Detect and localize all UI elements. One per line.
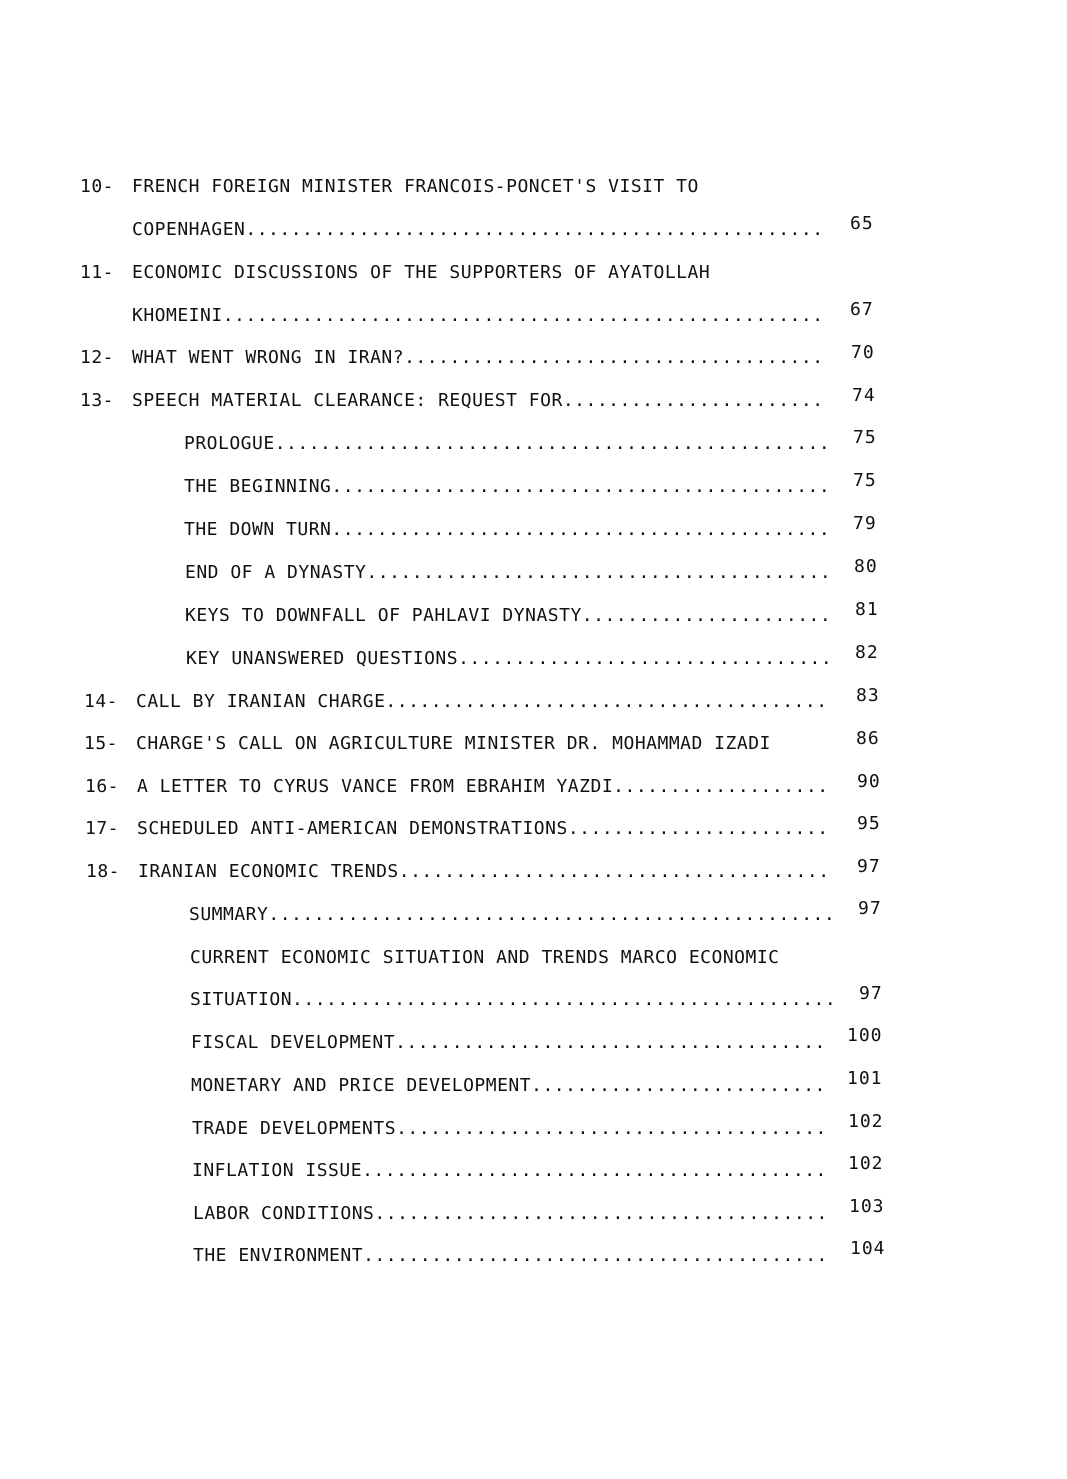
toc-subentry <box>185 601 835 631</box>
toc-entry <box>86 857 838 887</box>
leader-dots: ............................................ <box>331 476 831 497</box>
entry-title: SCHEDULED ANTI-AMERICAN DEMONSTRATIONS <box>137 818 568 839</box>
entry-page: 97 <box>859 983 883 1004</box>
entry-title: CALL BY IRANIAN CHARGE <box>136 691 386 712</box>
leader-dots: ...................................... <box>395 1032 826 1053</box>
leader-dots: .......................... <box>531 1075 826 1096</box>
entry-number: 13- <box>80 390 115 411</box>
entry-page: 80 <box>854 556 878 577</box>
toc-subentry <box>190 943 780 973</box>
entry-title: TRADE DEVELOPMENTS <box>192 1118 397 1139</box>
leader-dots: ............................................ <box>331 519 831 540</box>
entry-number: 10- <box>80 176 115 197</box>
entry-page: 70 <box>851 342 875 363</box>
leader-dots: ...................................... <box>396 1118 827 1139</box>
entry-page: 81 <box>855 599 879 620</box>
entry-number: 18- <box>86 861 121 882</box>
entry-title: SPEECH MATERIAL CLEARANCE: REQUEST FOR <box>132 390 563 411</box>
toc-subentry <box>192 1114 832 1144</box>
toc-entry <box>80 172 699 202</box>
entry-page: 65 <box>850 213 874 234</box>
entry-page: 67 <box>850 299 874 320</box>
entry-title: ECONOMIC DISCUSSIONS OF THE SUPPORTERS OF AYATOLLAH <box>132 262 711 283</box>
toc-subentry <box>186 644 836 674</box>
entry-title: SITUATION <box>190 989 293 1010</box>
toc-subentry <box>191 1028 831 1058</box>
entry-title: WHAT WENT WRONG IN IRAN? <box>132 347 405 368</box>
entry-title: THE DOWN TURN <box>184 519 332 540</box>
entry-number: 15- <box>84 733 119 754</box>
toc-subentry <box>185 558 835 588</box>
entry-page: 103 <box>849 1196 885 1217</box>
entry-number: 11- <box>80 262 115 283</box>
toc-entry <box>132 301 832 331</box>
toc-subentry <box>184 429 834 459</box>
entry-title: COPENHAGEN <box>132 219 246 240</box>
entry-title: CHARGE'S CALL ON AGRICULTURE MINISTER DR. MOHAMMAD IZADI <box>136 733 771 754</box>
entry-title: INFLATION ISSUE <box>192 1160 363 1181</box>
toc-entry <box>85 772 837 802</box>
entry-page: 90 <box>857 771 881 792</box>
leader-dots: ......................................... <box>363 1245 828 1266</box>
entry-title: KHOMEINI <box>132 305 223 326</box>
entry-title: PROLOGUE <box>184 433 275 454</box>
toc-subentry <box>184 515 834 545</box>
entry-page: 74 <box>852 385 876 406</box>
entry-title: LABOR CONDITIONS <box>193 1203 375 1224</box>
leader-dots: ......................................... <box>362 1160 827 1181</box>
entry-title: KEY UNANSWERED QUESTIONS <box>186 648 459 669</box>
toc-entry <box>84 729 771 759</box>
toc-subentry <box>184 472 834 502</box>
leader-dots: ....................................... <box>385 691 828 712</box>
entry-title: CURRENT ECONOMIC SITUATION AND TRENDS MARCO ECONOMIC <box>190 947 780 968</box>
entry-page: 102 <box>848 1153 884 1174</box>
leader-dots: ................................................... <box>245 219 824 240</box>
entry-page: 83 <box>856 685 880 706</box>
leader-dots: ....................... <box>562 390 824 411</box>
toc-subentry <box>190 985 840 1015</box>
leader-dots: ...................................... <box>398 861 830 882</box>
leader-dots: ................................................ <box>292 989 837 1010</box>
entry-page: 82 <box>855 642 879 663</box>
toc-entry <box>84 687 836 717</box>
entry-page: 75 <box>853 427 877 448</box>
entry-page: 95 <box>857 813 881 834</box>
toc-subentry <box>189 900 839 930</box>
entry-page: 75 <box>853 470 877 491</box>
entry-title: FISCAL DEVELOPMENT <box>191 1032 396 1053</box>
toc-entry <box>85 814 837 844</box>
entry-number: 14- <box>84 691 119 712</box>
leader-dots: ..................................................... <box>222 305 824 326</box>
leader-dots: ................................................. <box>274 433 831 454</box>
entry-title: THE BEGINNING <box>184 476 332 497</box>
toc-subentry <box>193 1241 833 1271</box>
leader-dots: ................... <box>613 776 829 797</box>
entry-title: MONETARY AND PRICE DEVELOPMENT <box>191 1075 532 1096</box>
leader-dots: ...................... <box>581 605 832 626</box>
entry-page: 97 <box>857 856 881 877</box>
entry-number: 12- <box>80 347 115 368</box>
entry-title: FRENCH FOREIGN MINISTER FRANCOIS-PONCET'S VISIT TO <box>132 176 699 197</box>
entry-number: 17- <box>85 818 120 839</box>
entry-title: A LETTER TO CYRUS VANCE FROM EBRAHIM YAZDI <box>137 776 614 797</box>
toc-entry <box>80 343 832 373</box>
leader-dots: ....................... <box>567 818 829 839</box>
entry-title: KEYS TO DOWNFALL OF PAHLAVI DYNASTY <box>185 605 582 626</box>
entry-number: 16- <box>85 776 120 797</box>
toc-subentry <box>193 1199 833 1229</box>
leader-dots: .................................................. <box>268 904 836 925</box>
leader-dots: ................................. <box>458 648 833 669</box>
entry-title: END OF A DYNASTY <box>185 562 367 583</box>
entry-title: IRANIAN ECONOMIC TRENDS <box>138 861 399 882</box>
entry-page: 97 <box>858 898 882 919</box>
toc-subentry <box>191 1071 831 1101</box>
entry-page: 86 <box>856 728 880 749</box>
entry-title: SUMMARY <box>189 904 269 925</box>
entry-page: 100 <box>847 1025 883 1046</box>
entry-title: THE ENVIRONMENT <box>193 1245 364 1266</box>
leader-dots: ..................................... <box>404 347 824 368</box>
leader-dots: ......................................... <box>366 562 832 583</box>
entry-page: 79 <box>853 513 877 534</box>
toc-subentry <box>192 1156 832 1186</box>
toc-entry <box>80 386 832 416</box>
toc-entry <box>132 215 832 245</box>
leader-dots: ........................................ <box>374 1203 828 1224</box>
entry-page: 104 <box>850 1238 886 1259</box>
entry-page: 101 <box>847 1068 883 1089</box>
toc-entry <box>80 258 710 288</box>
entry-page: 102 <box>848 1111 884 1132</box>
